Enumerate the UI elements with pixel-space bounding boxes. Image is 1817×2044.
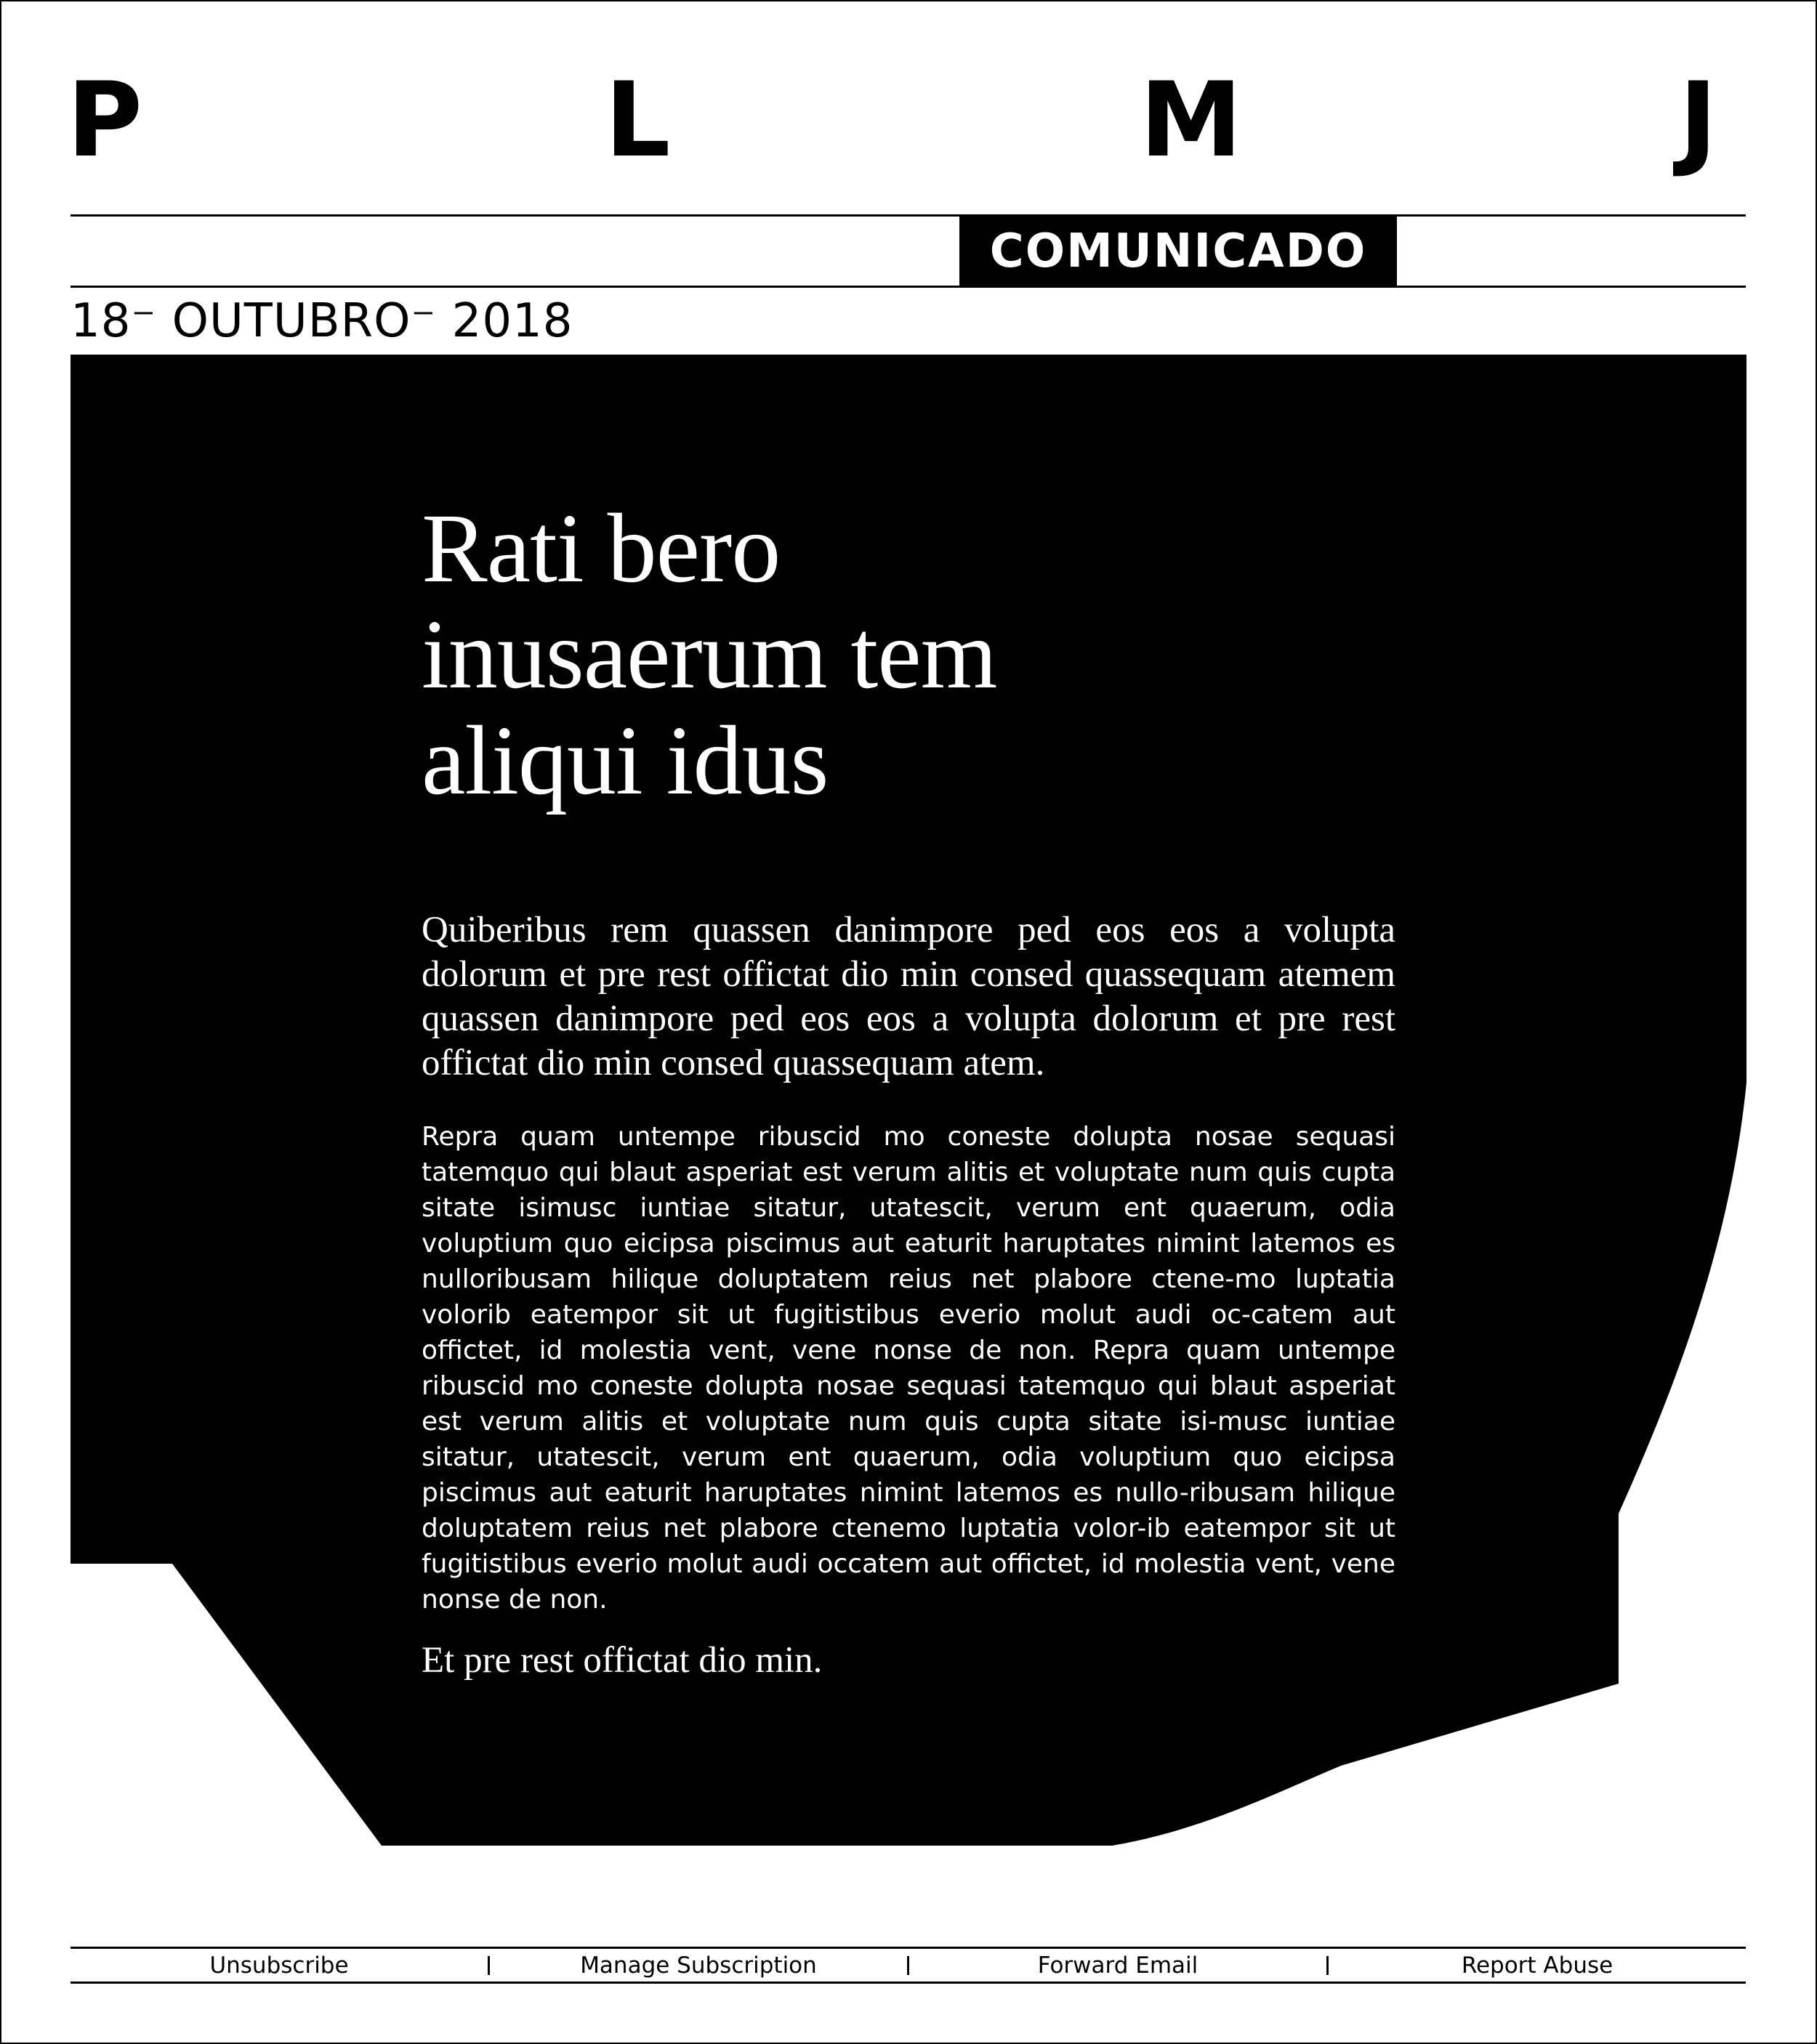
article-closing: Et pre rest offictat dio min.: [422, 1640, 823, 1681]
manage-subscription-link[interactable]: Manage Subscription: [580, 1952, 817, 1979]
issue-date: 18⁻ OUTUBRO⁻ 2018: [70, 294, 573, 348]
headline-line: Rati bero: [422, 494, 781, 603]
footer-links: [70, 1949, 1746, 1982]
headline-line: inusaerum tem: [422, 600, 997, 709]
logo-letter-p: P: [67, 60, 143, 180]
report-abuse-link[interactable]: Report Abuse: [1461, 1952, 1613, 1979]
comunicado-tag: COMUNICADO: [959, 217, 1397, 286]
logo-letter-j: J: [1679, 60, 1717, 180]
forward-email-link[interactable]: Forward Email: [1037, 1952, 1198, 1979]
footer-divider-bottom: [70, 1982, 1746, 1984]
article-headline: [422, 496, 1395, 814]
headline-line: aliqui idus: [422, 706, 829, 815]
article-lead: Quiberibus rem quassen danimpore ped eos eos a volupta dolorum et pre rest offictat dio min consed quassequam atemem quassen danimpore ped eos eos a volupta dolorum et pre rest offictat dio min consed quassequam atem.: [422, 910, 1395, 1083]
unsubscribe-link[interactable]: Unsubscribe: [209, 1952, 349, 1979]
logo-letter-m: M: [1140, 60, 1243, 180]
article-body: Repra quam untempe ribuscid mo coneste dolupta nosae sequasi tatemquo qui blaut asperiat est verum alitis et voluptate num quis cupta sitate isimusc iuntiae sitatur, utatescit, verum ent quaerum, odia voluptium quo eicipsa piscimus aut eaturit haruptates nimint latemos es nulloribusam hilique doluptatem reius net plabore ctene-mo luptatia volorib eatempor sit ut fugitistibus everio molut audi oc-catem aut offictet, id molestia vent, vene nonse de non. Repra quam untempe ribuscid mo coneste dolupta nosae sequasi tatemquo qui blaut asperiat est verum alitis et voluptate num quis cupta sitate isi-musc iuntiae sitatur, utatescit, verum ent quaerum, odia voluptium quo eicipsa piscimus aut eaturit haruptates nimint latemos es nullo-ribusam hilique doluptatem reius net plabore ctenemo luptatia volor-ib eatempor sit ut fugitistibus everio molut audi occatem aut offictet, id molestia vent, vene nonse de non.: [422, 1122, 1395, 1615]
logo-letter-l: L: [605, 60, 671, 180]
